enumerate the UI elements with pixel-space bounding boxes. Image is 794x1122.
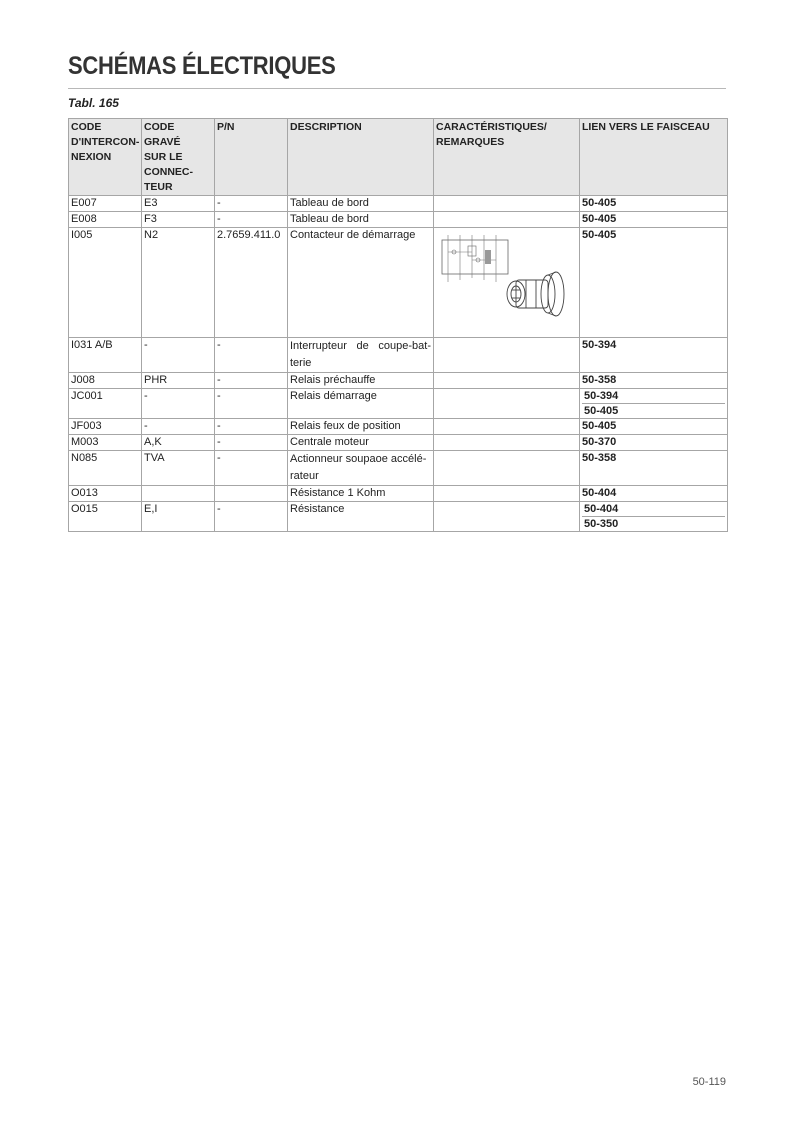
cell-pn: -	[215, 435, 288, 451]
cell-pn: -	[215, 389, 288, 419]
cell-pn: -	[215, 451, 288, 486]
connector-table	[68, 118, 728, 532]
cell-link-multi	[580, 389, 728, 419]
cell-description: Actionneur soupaoe accélé-rateur	[288, 451, 434, 486]
cell-pn: -	[215, 419, 288, 435]
cell-description: Relais préchauffe	[288, 373, 434, 389]
cell-engraved: -	[142, 419, 215, 435]
cell-link: 50-405	[580, 419, 728, 435]
table-caption: Tabl. 165	[68, 96, 119, 110]
table-row	[69, 196, 728, 212]
cell-description: Résistance	[288, 502, 434, 532]
cell-code: N085	[69, 451, 142, 486]
cell-description: Contacteur de démarrage	[288, 228, 434, 338]
page-number: 50-119	[692, 1076, 726, 1088]
table-row	[69, 373, 728, 389]
cell-description: Relais feux de position	[288, 419, 434, 435]
cell-engraved: PHR	[142, 373, 215, 389]
cell-description: Tableau de bord	[288, 196, 434, 212]
table-row	[69, 228, 728, 338]
cell-engraved: E3	[142, 196, 215, 212]
cell-link: 50-404	[580, 486, 728, 502]
header-harness-link: LIEN VERS LE FAISCEAU	[580, 119, 728, 196]
cell-description: Résistance 1 Kohm	[288, 486, 434, 502]
cell-link: 50-405	[580, 212, 728, 228]
cell-engraved: A,K	[142, 435, 215, 451]
cell-code: JF003	[69, 419, 142, 435]
ignition-switch-diagram-icon	[438, 230, 574, 326]
cell-engraved	[142, 486, 215, 502]
header-description: DESCRIPTION	[288, 119, 434, 196]
cell-engraved: TVA	[142, 451, 215, 486]
cell-code: J008	[69, 373, 142, 389]
cell-code: I031 A/B	[69, 338, 142, 373]
cell-description: Tableau de bord	[288, 212, 434, 228]
cell-code: O013	[69, 486, 142, 502]
cell-code: I005	[69, 228, 142, 338]
cell-description: Relais démarrage	[288, 389, 434, 419]
table-row	[69, 451, 728, 486]
table-row	[69, 419, 728, 435]
cell-engraved: F3	[142, 212, 215, 228]
cell-engraved: -	[142, 338, 215, 373]
table-row	[69, 502, 728, 532]
cell-link: 50-370	[580, 435, 728, 451]
link-entry: 50-405	[582, 403, 725, 418]
header-interconnection-code: CODE D'INTERCON- NEXION	[69, 119, 142, 196]
cell-remarks	[434, 502, 580, 532]
cell-remarks	[434, 373, 580, 389]
cell-link: 50-358	[580, 451, 728, 486]
link-entry: 50-394	[584, 390, 619, 402]
header-remarks: CARACTÉRISTIQUES/ REMARQUES	[434, 119, 580, 196]
table-row	[69, 435, 728, 451]
cell-remarks	[434, 486, 580, 502]
cell-description: Interrupteur de coupe-bat-terie	[288, 338, 434, 373]
cell-remarks	[434, 212, 580, 228]
table-row	[69, 486, 728, 502]
header-engraved-code: CODE GRAVÉ SUR LE CONNEC- TEUR	[142, 119, 215, 196]
header-part-number: P/N	[215, 119, 288, 196]
link-entry: 50-350	[582, 516, 725, 531]
cell-engraved: E,I	[142, 502, 215, 532]
cell-pn: 2.7659.411.0	[215, 228, 288, 338]
cell-pn	[215, 486, 288, 502]
cell-code: E008	[69, 212, 142, 228]
cell-pn: -	[215, 212, 288, 228]
cell-link-multi	[580, 502, 728, 532]
cell-remarks	[434, 338, 580, 373]
cell-code: JC001	[69, 389, 142, 419]
table-row	[69, 338, 728, 373]
table-row	[69, 212, 728, 228]
cell-code: M003	[69, 435, 142, 451]
cell-code: O015	[69, 502, 142, 532]
page-title: SCHÉMAS ÉLECTRIQUES	[68, 52, 336, 80]
table-header-row	[69, 119, 728, 196]
link-entry: 50-404	[584, 503, 619, 515]
table-row	[69, 389, 728, 419]
cell-remarks	[434, 196, 580, 212]
cell-link: 50-394	[580, 338, 728, 373]
cell-link: 50-405	[580, 196, 728, 212]
cell-remarks	[434, 419, 580, 435]
cell-remarks	[434, 451, 580, 486]
cell-pn: -	[215, 373, 288, 389]
cell-remarks	[434, 389, 580, 419]
cell-code: E007	[69, 196, 142, 212]
cell-remarks-illustration	[434, 228, 580, 338]
title-divider	[68, 88, 726, 89]
cell-link: 50-358	[580, 373, 728, 389]
cell-description: Centrale moteur	[288, 435, 434, 451]
cell-pn: -	[215, 196, 288, 212]
cell-remarks	[434, 435, 580, 451]
cell-engraved: -	[142, 389, 215, 419]
cell-link: 50-405	[580, 228, 728, 338]
cell-pn: -	[215, 338, 288, 373]
cell-pn: -	[215, 502, 288, 532]
cell-engraved: N2	[142, 228, 215, 338]
